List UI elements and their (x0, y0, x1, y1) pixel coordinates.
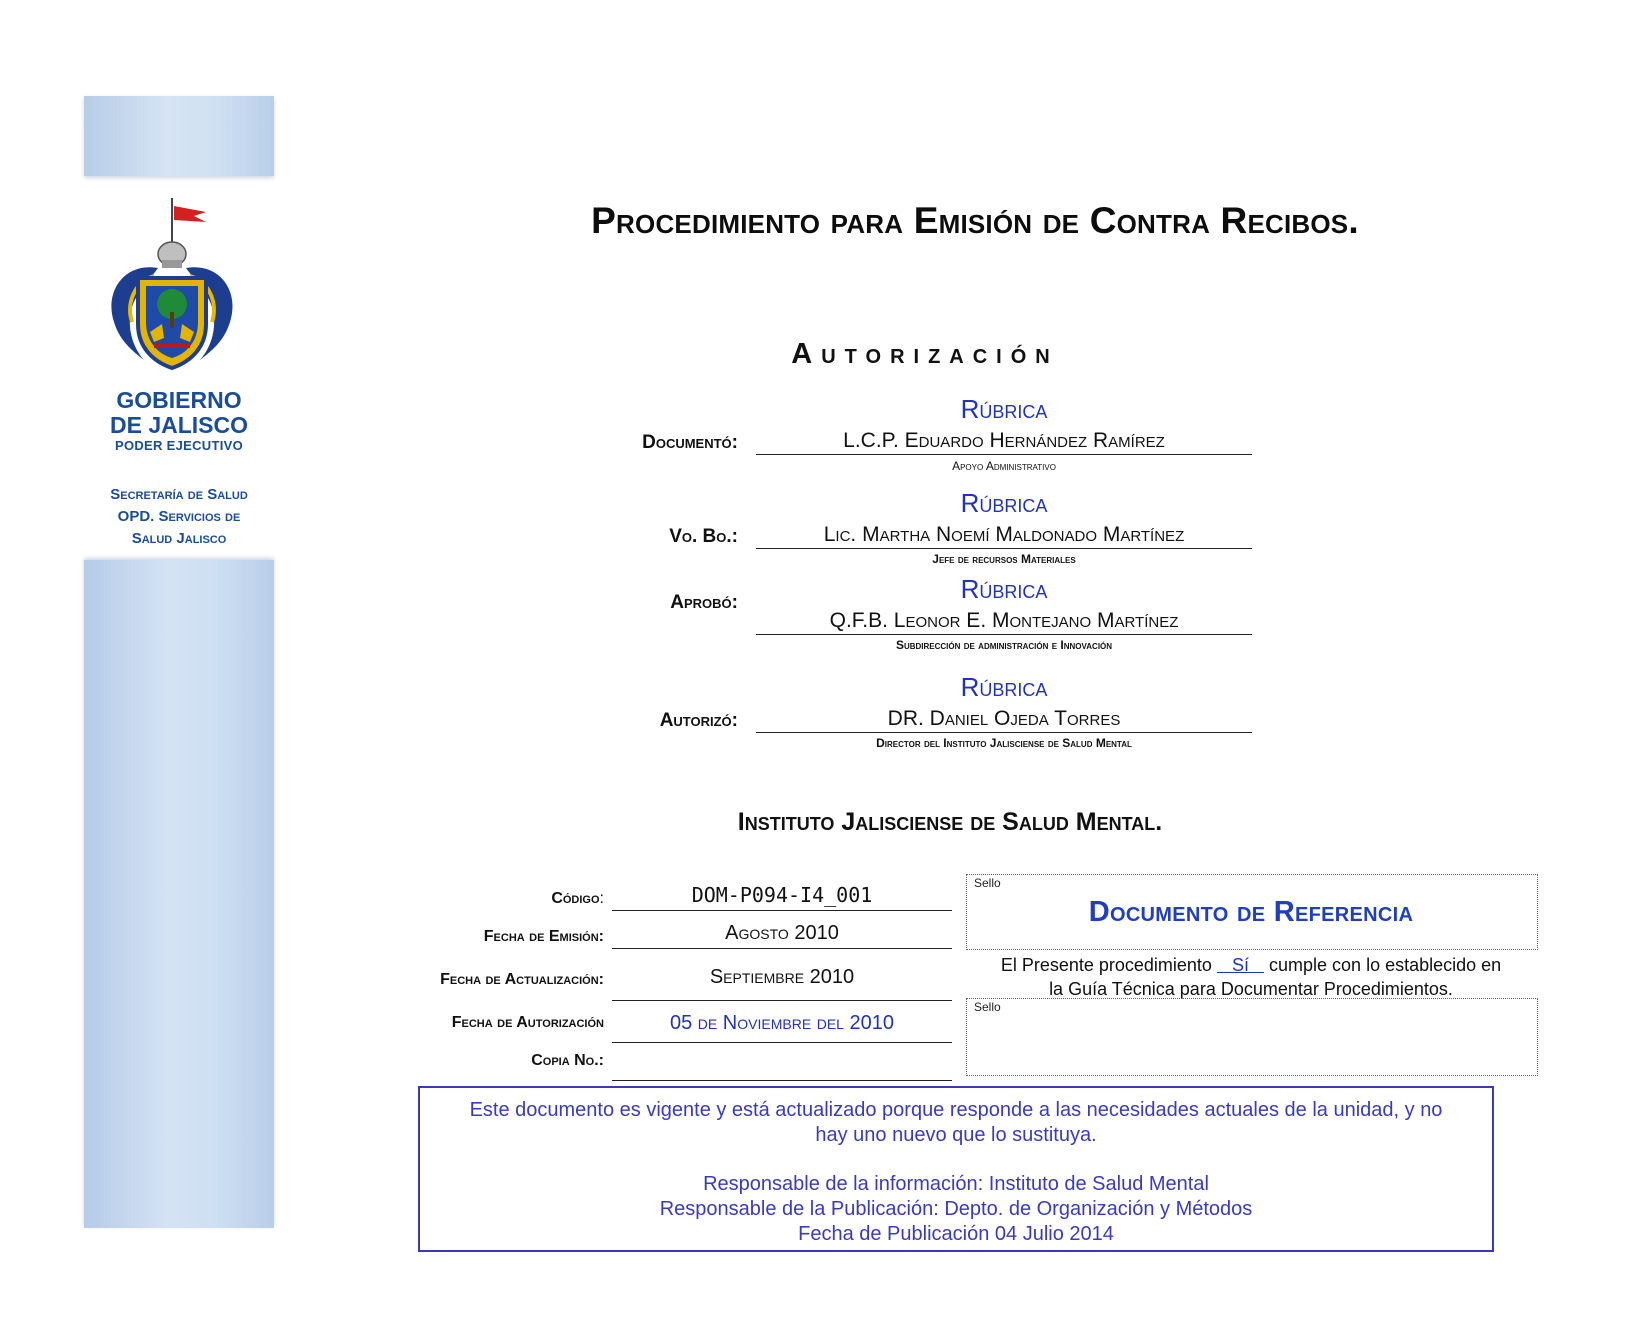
compliance-line2: la Guía Técnica para Documentar Procedimientos. (1049, 979, 1453, 999)
notice-resp-info: Responsable de la información: Instituto de Salud Mental (703, 1173, 1209, 1195)
secretariat-name (84, 484, 274, 550)
sello-label-2: Sello (974, 1000, 1001, 1014)
role-documento: Apoyo Administrativo (952, 459, 1056, 473)
gov-line3: PODER EJECUTIVO (114, 438, 244, 453)
emision-label: Fecha de Emisión: (483, 928, 604, 945)
notice-line2: hay uno nuevo que lo sustituya. (815, 1124, 1097, 1146)
institute-name: Instituto Jalisciense de Salud Mental. (737, 808, 1163, 836)
rubrica-documento: Rúbrica (960, 394, 1048, 424)
role-vobo: Jefe de recursos Materiales (932, 552, 1076, 566)
validity-notice (418, 1086, 1494, 1252)
role-autorizo: Director del Instituto Jalisciense de Salud Mental (876, 736, 1132, 750)
sello-label-1: Sello (974, 876, 1001, 890)
reference-stamp-text: Documento de Referencia (1088, 896, 1414, 928)
notice-pub-date: Fecha de Publicación 04 Julio 2014 (798, 1223, 1114, 1245)
role-aprobo: Subdirección de administración e Innovación (895, 638, 1113, 652)
sidebar-bottom-band (84, 560, 274, 1228)
sec-line3: Salud Jalisco (131, 530, 227, 547)
emision-value: Agosto 2010 (612, 918, 952, 949)
gov-line2: DE JALISCO (109, 412, 249, 438)
government-name (84, 388, 274, 454)
compliance-prefix: El Presente procedimiento (1000, 955, 1212, 975)
name-documento: L.C.P. Eduardo Hernández Ramírez (756, 428, 1252, 455)
label-aprobo: Aprobó: (670, 592, 738, 613)
notice-line1: Este documento es vigente y está actualizado porque responde a las necesidades actuales de la unidad, y no (469, 1099, 1443, 1121)
actualizacion-value: Septiembre 2010 (612, 960, 952, 1001)
compliance-statement (966, 953, 1536, 1001)
name-autorizo: DR. Daniel Ojeda Torres (756, 706, 1252, 733)
rubrica-aprobo: Rúbrica (960, 574, 1048, 604)
actualizacion-label: Fecha de Actualización: (440, 971, 604, 988)
document-title: Procedimiento para Emisión de Contra Recibos. (591, 200, 1359, 241)
label-vobo: Vo. Bo.: (669, 526, 738, 547)
label-documento: Documentó: (642, 432, 738, 453)
codigo-label (384, 890, 604, 908)
compliance-suffix: cumple con lo establecido en (1269, 955, 1502, 975)
autorizacion-value: 05 de Noviembre del 2010 (612, 1008, 952, 1043)
autorizacion-label: Fecha de Autorización (451, 1014, 604, 1031)
codigo-label-colon: : (599, 890, 604, 907)
name-aprobo: Q.F.B. Leonor E. Montejano Martínez (756, 608, 1252, 635)
coat-of-arms-icon (84, 192, 274, 382)
rubrica-autorizo: Rúbrica (960, 672, 1048, 702)
codigo-label-text: Código (551, 890, 600, 907)
name-vobo: Lic. Martha Noemí Maldonado Martínez (756, 522, 1252, 549)
sidebar-top-band (84, 96, 274, 176)
stamp-box-seal (966, 998, 1538, 1076)
compliance-si: Sí (1231, 955, 1249, 975)
codigo-value: DOM-P094-I4_001 (612, 880, 952, 911)
rubrica-vobo: Rúbrica (960, 488, 1048, 518)
copia-label: Copia No.: (531, 1052, 604, 1069)
label-autorizo: Autorizó: (659, 710, 738, 731)
notice-resp-pub: Responsable de la Publicación: Depto. de Organización y Métodos (659, 1198, 1253, 1220)
sec-line1: Secretaría de Salud (110, 486, 248, 503)
sec-line2: OPD. Servicios de (117, 508, 241, 525)
compliance-line1 (966, 953, 1536, 977)
gov-line1: GOBIERNO (116, 387, 242, 413)
copia-value (612, 1046, 952, 1081)
authorization-heading: Autorización (791, 338, 1059, 370)
